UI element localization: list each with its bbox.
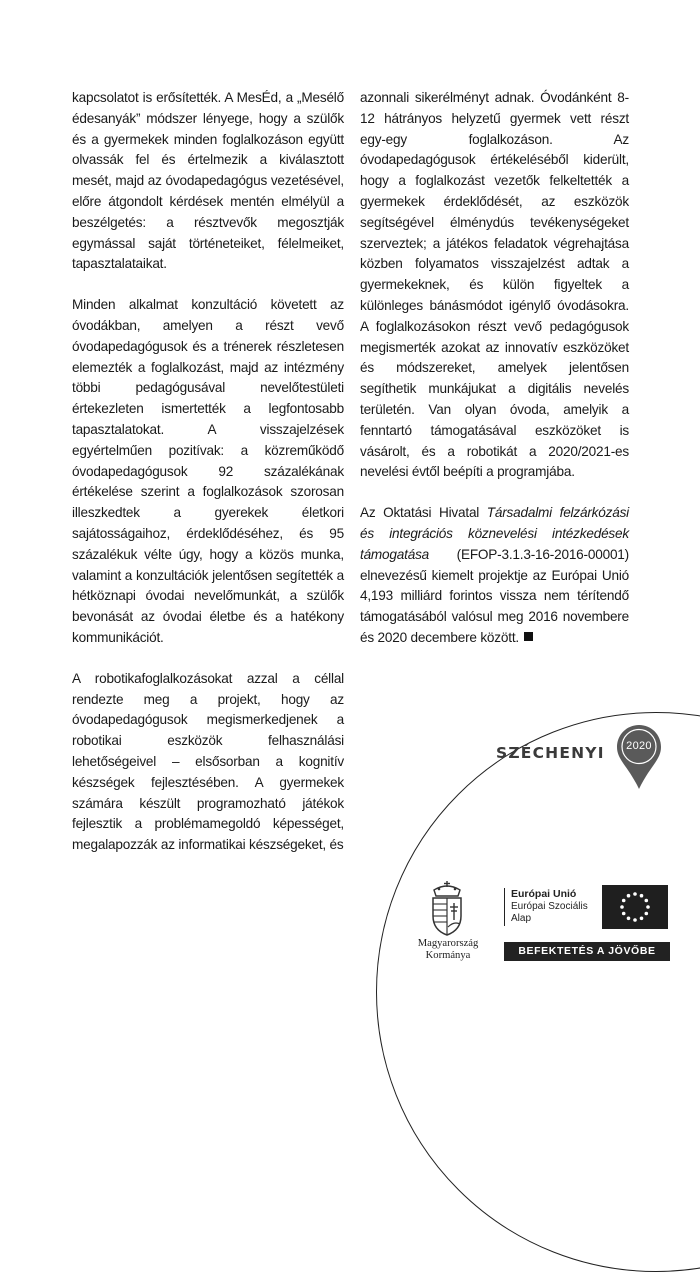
government-name-line2: Kormánya bbox=[425, 950, 471, 961]
investment-slogan-bar: BEFEKTETÉS A JÖVŐBE bbox=[504, 942, 670, 961]
article-left-column bbox=[72, 88, 344, 856]
end-of-article-icon bbox=[524, 632, 533, 641]
eu-title: Európai Unió bbox=[511, 888, 577, 900]
hungarian-coat-of-arms-icon bbox=[426, 880, 468, 936]
government-name-line1: Magyarország bbox=[417, 938, 479, 949]
article-right-column bbox=[360, 88, 629, 649]
eu-fund-line2: Alap bbox=[511, 913, 532, 924]
hungarian-government-logo bbox=[398, 938, 498, 962]
paragraph: azonnali sikerélményt adnak. Óvodánként 8-12 hátrányos helyzetű gyermek vett részt egy-egy foglalkozáson. Az óvodapedagógusok értékeléséből kiderült, hogy a foglalkozást vezetők felkeltették a gyermekek érdeklődését, az eszközök segítségével élménydús tevékenységeket szerveztek; a játékos feladatok végrehajtása közben folyamatos visszajelzést adtak a gyermekeknek, és külön figyeltek a különleges bánásmódot igénylő óvodásokra. A foglalkozásokon részt vevő pedagógusok megismerték azokat az innovatív eszközöket és módszereket, amelyek jelentősen segíthetik munkájukat a digitális nevelés területén. Van olyan óvoda, amelyik a fenntartó támogatásával eszközöket is vásárolt, és a robotikát a 2020/2021-es nevelési évtől beépíti a programjába. bbox=[360, 90, 629, 480]
paragraph: kapcsolatot is erősítették. A MesÉd, a „Mesélő édesanyák” módszer lényege, hogy a szülők és a gyermekek minden foglalkozáson együtt olvassák fel és értelmezik a kiválasztott mesét, majd az óvodapedagógus vezetésével, előre átgondolt kérdések mentén elmélyül a beszélgetés: a résztvevők megosztják egymással saját történeteiket, félelmeiket, tapasztalataikat. bbox=[72, 90, 344, 272]
eu-fund-line1: Európai Szociális bbox=[511, 900, 588, 912]
paragraph: Minden alkalmat konzultáció követett az óvodákban, amelyen a részt vevő óvodapedagógusok és a trénerek részletesen elemezték a foglalkozást, majd az intézmény többi pedagógusával nevelőtestületi értekezleten ismertették a legfontosabb tapasztalatokat. A visszajelzések egyértelműen pozitívak: a közreműködő óvodapedagógusok 92 százalékának értékelése szerint a foglalkozások szorosan illeszkedtek a gyerekek életkori sajátosságaihoz, érdeklődéséhez, és 95 százalékuk vélte úgy, hogy a közös munka, valamint a konzultációk jelentősen segítették a hétköznapi óvodai nevelőmunkát, a szülők bevonását az óvodai életbe és a hatékony kommunikációt. bbox=[72, 297, 344, 645]
logo-background-arc bbox=[376, 712, 700, 1272]
szechenyi-year: 2020 bbox=[626, 740, 652, 752]
project-title: Társadalmi felzárkózási és integrációs köznevelési intézkedések támogatása bbox=[360, 505, 629, 562]
closing-paragraph bbox=[360, 503, 629, 649]
eu-flag-icon bbox=[602, 885, 668, 929]
closing-text-start: Az Oktatási Hivatal bbox=[360, 505, 487, 521]
eu-fund-label bbox=[504, 888, 588, 926]
szechenyi-wordmark: SZÉCHENYI bbox=[496, 744, 605, 762]
szechenyi-2020-logo bbox=[492, 710, 662, 790]
map-pin-icon bbox=[616, 724, 662, 790]
paragraph: A robotikafoglalkozásokat azzal a céllal rendezte meg a projekt, hogy az óvodapedagógusok megismerkedjenek a robotikai eszközök felhasználási lehetőségeivel – elsősorban a kognitív készségek fejlesztésében. A gyermekek számára készült programozható játékok fejlesztik a problémamegoldó képességet, megalapozzák az informatikai készségeket, és bbox=[72, 670, 344, 853]
closing-text-end: (EFOP-3.1.3-16-2016-00001) elnevezésű kiemelt projektje az Európai Unió 4,193 milliárd forintos vissza nem térítendő támogatásából valósul meg 2016 novembere és 2020 decembere között. bbox=[360, 546, 629, 645]
